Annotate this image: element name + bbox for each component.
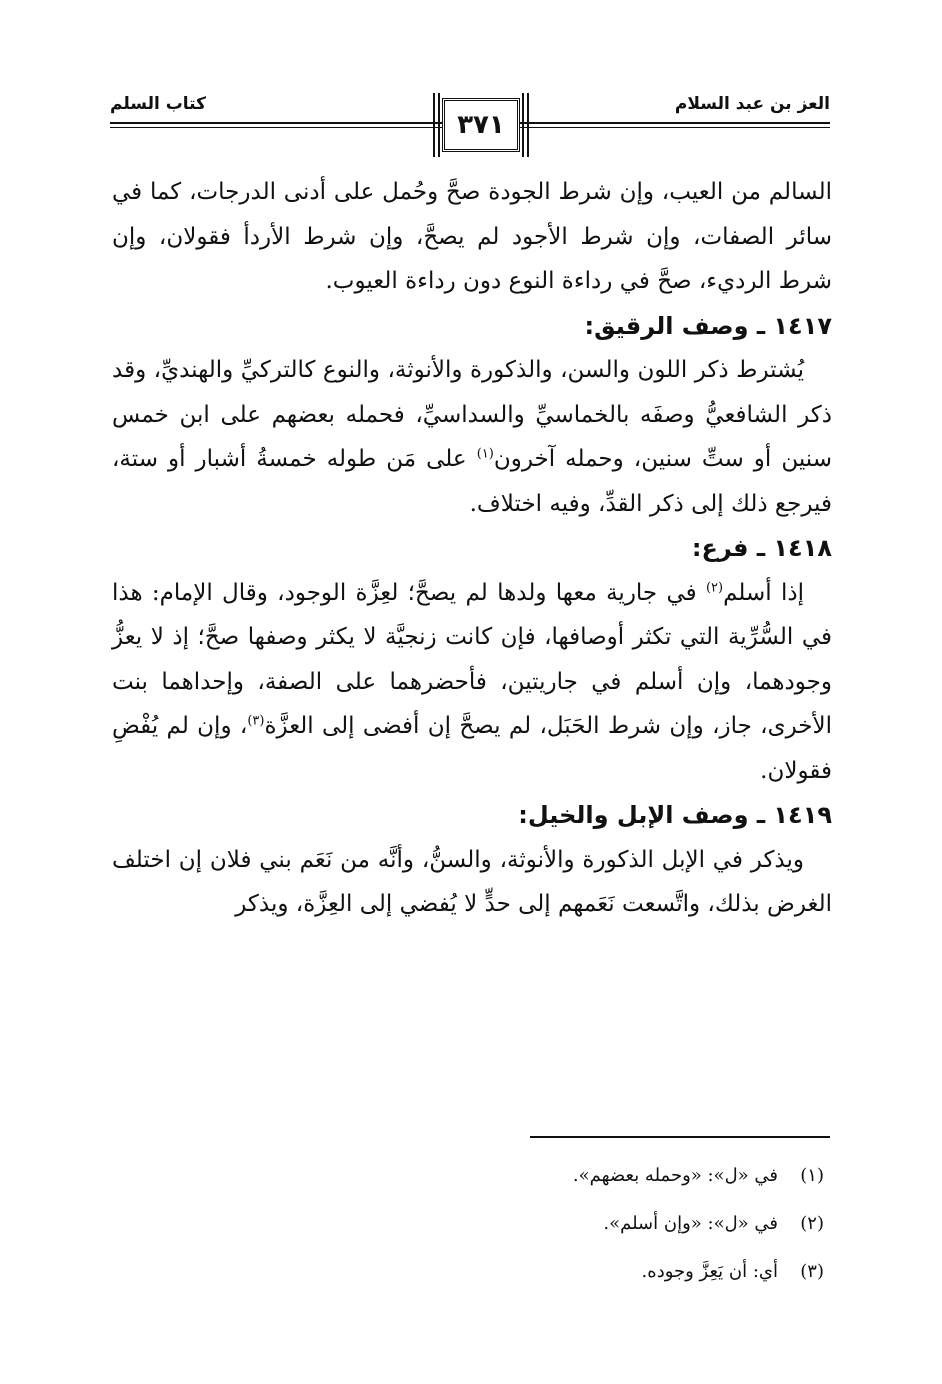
main-text [112, 170, 832, 927]
running-head-book: كتاب السلم [110, 94, 206, 114]
footnote-1 [112, 1152, 824, 1200]
paragraph-3-text-end: ، وإن لم يُفْضِ فقولان. [112, 713, 832, 784]
paragraph-1: السالم من العيب، وإن شرط الجودة صحَّ وحُمل على أدنى الدرجات، كما في سائر الصفات، وإن شرط الأجود لم يصحَّ، وإن شرط الأردأ فقولان، وإن شرط الرديء، صحَّ في رداءة النوع دون رداءة العيوب. [112, 179, 832, 294]
footnote-text: في «ل»: «وحمله بعضهم». [572, 1165, 778, 1186]
footnote-number: (٢) [800, 1213, 824, 1234]
paragraph-3-text: إذا أسلم [723, 579, 804, 606]
paragraph-2-text-cont: على مَن طوله خمسةُ أشبار أو ستة، فيرجع ذلك إلى ذكر القدِّ، وفيه اختلاف. [112, 446, 832, 517]
footnote-ref-3[interactable]: (٣) [247, 713, 265, 729]
footnote-ref-1[interactable]: (١) [476, 446, 494, 462]
running-head-author: العز بن عبد السلام [674, 94, 830, 114]
paragraph-2-text: يُشترط ذكر اللون والسن، والذكورة والأنوثة، والنوع كالتركيِّ والهنديِّ، وقد ذكر الشافعيُّ وصفَه بالخماسيِّ والسداسيِّ، فحمله بعضهم على ابن خمس سنين أو ستِّ سنين، وحمله آخرون [112, 357, 833, 472]
footnote-3 [112, 1248, 824, 1296]
footnote-ref-2[interactable]: (٢) [705, 579, 724, 595]
paragraph-4: ويذكر في الإبل الذكورة والأنوثة، والسنُّ، وأنَّه من نَعَم بني فلان إن اختلف الغرض بذلك، واتَّسعت نَعَمهم إلى حدٍّ لا يُفضي إلى العِزَّة، ويذكر [112, 846, 832, 917]
footnote-2 [112, 1200, 824, 1248]
paragraph-2 [112, 348, 832, 526]
section-heading-1418: ١٤١٨ ـ فرع: [691, 534, 832, 562]
section-heading-1419: ١٤١٩ ـ وصف الإبل والخيل: [518, 801, 832, 829]
section-heading-1417: ١٤١٧ ـ وصف الرقيق: [584, 311, 832, 340]
footnote-separator [530, 1136, 830, 1138]
paragraph-3 [112, 571, 832, 794]
footnote-text: أي: أن يَعِزَّ وجوده. [641, 1261, 778, 1282]
footnote-number: (١) [800, 1165, 824, 1186]
paragraph-3-text-cont: في جارية معها ولدها لم يصحَّ؛ لعِزَّة الوجود، وقال الإمام: هذا في السُّرِّية التي تكثر أوصافها، فإن كانت زنجيَّة لا يكثر وصفها صحَّ؛ إذ لا يعزُّ وجودهما، وإن أسلم في جاريتين، فأحضرهما على الصفة، وإحداهما بنت الأخرى، جاز، وإن شرط الحَبَل، لم يصحَّ إن أفضى إلى العزَّة [112, 579, 832, 739]
footnote-text: في «ل»: «وإن أسلم». [603, 1213, 778, 1234]
footnotes [112, 1152, 824, 1296]
page-header [110, 80, 830, 160]
page-number: ٣٧١ [457, 110, 505, 140]
footnote-number: (٣) [800, 1261, 824, 1282]
page-number-frame [442, 98, 520, 152]
